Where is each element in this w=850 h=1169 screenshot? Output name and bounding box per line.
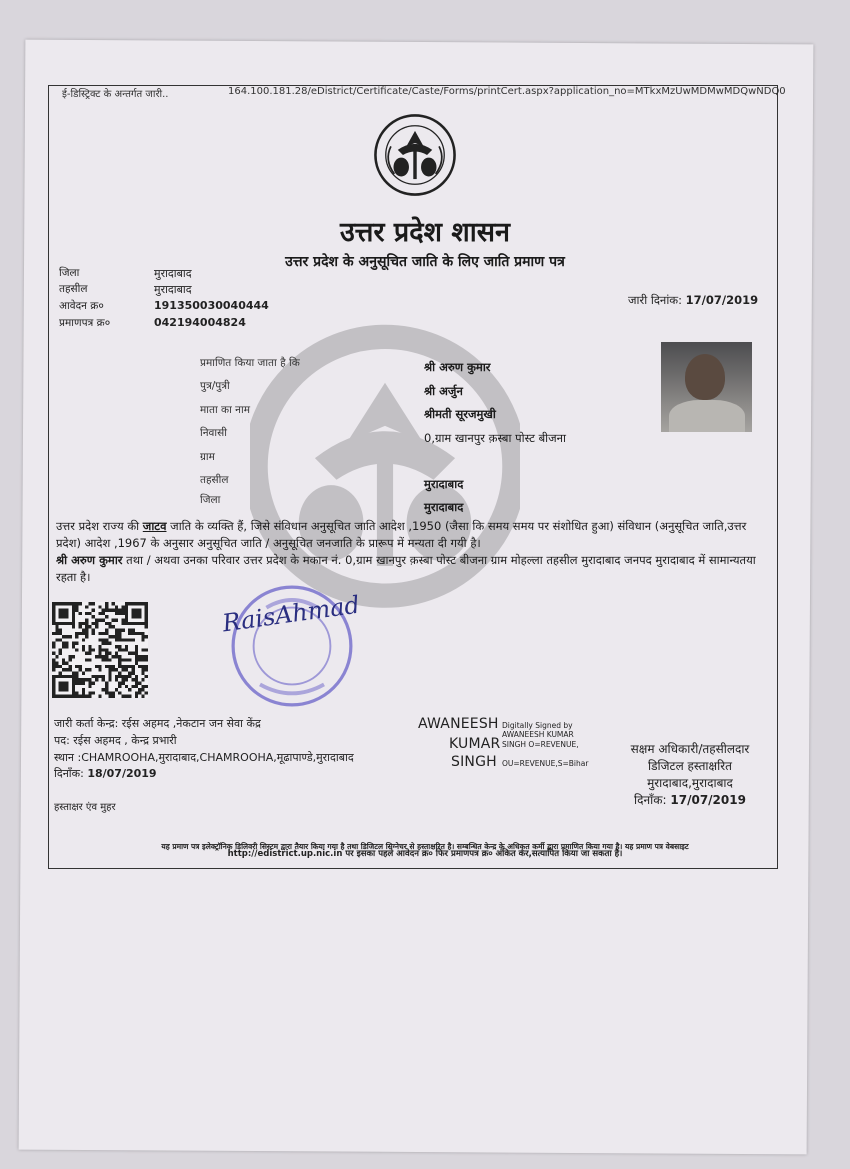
officer-place: मुरादाबाद,मुरादाबाद xyxy=(647,776,733,790)
issue-date xyxy=(628,293,758,308)
caste-paragraph-start: उत्तर प्रदेश राज्य की xyxy=(56,519,143,533)
field-village-label: ग्राम xyxy=(200,451,215,463)
qr-code xyxy=(52,602,148,698)
field-mother-value: श्रीमती सूरजमुखी xyxy=(424,407,496,421)
issuer-date-label: दिनाँक: xyxy=(54,767,84,780)
signature-seal-label: हस्ताक्षर एंव मुहर xyxy=(54,802,116,813)
officer-date xyxy=(610,791,770,808)
field-resident-label: निवासी xyxy=(200,427,227,439)
certificate-subtitle: उत्तर प्रदेश के अनुसूचित जाति के लिए जाति प्रमाण पत्र xyxy=(285,254,565,270)
field-district-label: जिला xyxy=(200,494,221,506)
field-son-label: पुत्र/पुत्री xyxy=(200,380,230,392)
field-certified-label: प्रमाणित किया जाता है कि xyxy=(200,357,300,369)
caste-paragraph xyxy=(56,518,768,552)
officer-digital: डिजिटल हस्ताक्षरित xyxy=(648,759,732,773)
applicant-photo xyxy=(661,342,752,432)
issuer-post: पद: रईस अहमद , केन्द्र प्रभारी xyxy=(54,734,177,747)
header-issued-under: ई-डिस्ट्रिक्ट के अन्तर्गत जारी.. xyxy=(62,89,169,100)
meta-tehsil-label: तहसील xyxy=(59,283,88,295)
footer-line1: यह प्रमाण पत्र इलेक्ट्रॉनिक डिलिवरी सिस्टम द्वारा तैयार किया गया है तथा डिजिटल सिग्नेचर से हस्ताक्षरित है। सम्बन्धित केन्द्र के अधिकृत कर्मी द्वारा प्रमाणित किया गया है। यह प्रमाण पत्र वेबसाइट xyxy=(161,842,689,851)
field-district-value: मुरादाबाद xyxy=(424,500,464,514)
officer-date-label: दिनाँक: xyxy=(634,793,667,807)
caste-paragraph-rest: जाति के व्यक्ति हैं, जिसे संविधान अनुसूचित जाति आदेश ,1950 (जैसा कि समय समय पर संशोधित हुआ) संविधान (अनुसूचित जाति,उत्तर प्रदेश) आदेश ,1967 के अनुसार अनुसूचित जाति / अनुसूचित जनजाति के प्रारूप में मन्यता दी गयी है। xyxy=(56,519,747,550)
certificate-title: उत्तर प्रदेश शासन xyxy=(340,217,510,248)
meta-district-value: मुरादाबाद xyxy=(154,267,192,280)
field-father-value: श्री अर्जुन xyxy=(424,384,463,398)
digital-signer-line2: KUMAR xyxy=(449,736,501,752)
digital-signer-line3: SINGH xyxy=(451,754,497,770)
up-emblem-icon xyxy=(372,112,458,198)
issuer-date-value: 18/07/2019 xyxy=(87,767,157,780)
field-tehsil-label: तहसील xyxy=(200,474,229,486)
digital-signer-ou: OU=REVENUE,S=Bihar xyxy=(502,759,589,768)
meta-application-label: आवेदन क्र० xyxy=(59,300,104,312)
caste-name: जाटव xyxy=(142,519,167,533)
header-url: 164.100.181.28/eDistrict/Certificate/Caste/Forms/printCert.aspx?application_no=MTkxMzUwMDMwMDQwNDQ0 xyxy=(228,86,786,97)
meta-certificate-label: प्रमाणपत्र क्र० xyxy=(59,317,111,329)
field-mother-label: माता का नाम xyxy=(200,404,250,416)
issue-date-label: जारी दिनांक: xyxy=(628,293,683,307)
residence-text: तथा / अथवा उनका परिवार उत्तर प्रदेश के मकान नं. 0,ग्राम खानपुर क़स्बा पोस्ट बीजना ग्राम मोहल्ला तहसील मुरादाबाद जनपद मुरादाबाद में सामान्यतया रहता है। xyxy=(56,553,756,584)
officer-date-value: 17/07/2019 xyxy=(670,793,746,807)
handwritten-signature: RaisAhmad xyxy=(220,590,362,638)
meta-application-value: 191350030040444 xyxy=(154,299,269,312)
field-tehsil-value: मुरादाबाद xyxy=(424,477,464,491)
digital-signed-by: Digitally Signed by xyxy=(502,721,573,730)
field-resident-value: 0,ग्राम खानपुर क़स्बा पोस्ट बीजना xyxy=(424,431,567,445)
issuer-date xyxy=(54,766,157,781)
meta-tehsil-value: मुरादाबाद xyxy=(154,283,192,296)
issuer-place: स्थान :CHAMROOHA,मुरादाबाद,CHAMROOHA,मूढापाण्डे,मुरादाबाद xyxy=(54,751,354,764)
meta-district-label: जिला xyxy=(59,267,80,279)
meta-certificate-value: 042194004824 xyxy=(154,316,246,329)
issue-date-value: 17/07/2019 xyxy=(685,293,759,307)
officer-title: सक्षम अधिकारी/तहसीलदार xyxy=(630,742,750,756)
residence-paragraph xyxy=(56,552,768,586)
residence-name: श्री अरुण कुमार xyxy=(56,553,123,567)
digital-signer-line1: AWANEESH xyxy=(418,716,499,732)
field-name-value: श्री अरुण कुमार xyxy=(424,360,491,374)
digital-signer-name: AWANEESH KUMAR xyxy=(502,730,574,739)
issuer-center: जारी कर्ता केन्द्र: रईस अहमद ,नेकटान जन सेवा केंद्र xyxy=(54,717,261,730)
footer-line2: http://edistrict.up.nic.in पर इसका पहले आवेदन क्र० फिर प्रमाणपत्र क्र० अंकित कर,सत्यापित किया जा सकता है। xyxy=(227,849,623,859)
digital-signer-org: SINGH O=REVENUE, xyxy=(502,740,579,749)
